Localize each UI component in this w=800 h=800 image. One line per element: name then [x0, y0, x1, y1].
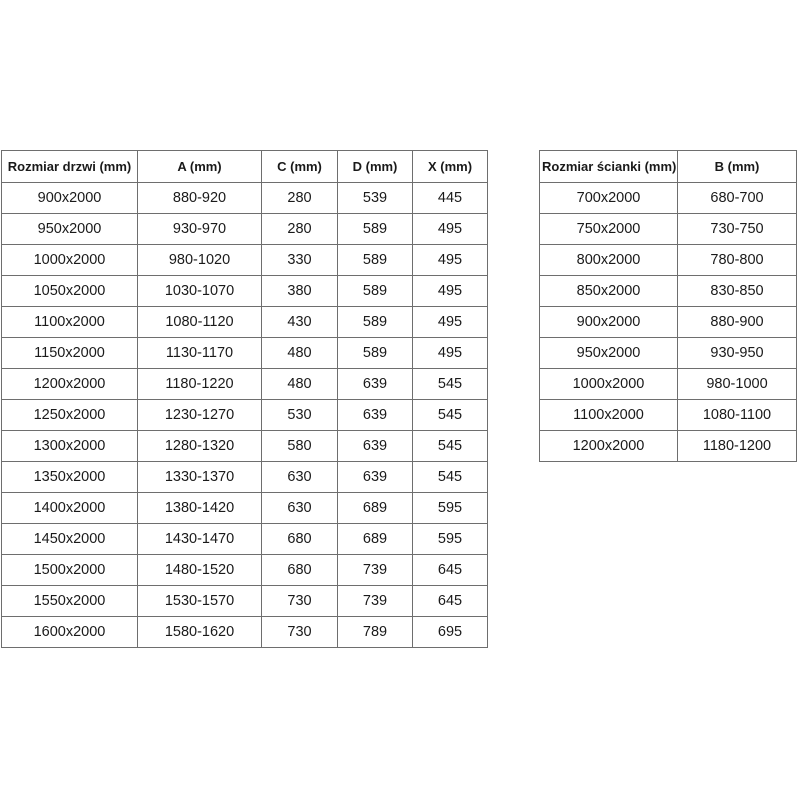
- table-cell: 700x2000: [540, 183, 678, 214]
- table-cell: 680-700: [678, 183, 797, 214]
- table-cell: 1030-1070: [138, 276, 262, 307]
- table-cell: 445: [413, 183, 488, 214]
- table-cell: 639: [338, 400, 413, 431]
- table-cell: 1100x2000: [2, 307, 138, 338]
- column-header: D (mm): [338, 151, 413, 183]
- table-cell: 545: [413, 462, 488, 493]
- wall-size-table: [539, 150, 797, 462]
- table-cell: 1400x2000: [2, 493, 138, 524]
- column-header: Rozmiar ścianki (mm): [540, 151, 678, 183]
- table-cell: 1480-1520: [138, 555, 262, 586]
- table-cell: 930-950: [678, 338, 797, 369]
- column-header: Rozmiar drzwi (mm): [2, 151, 138, 183]
- table-cell: 950x2000: [540, 338, 678, 369]
- column-header: B (mm): [678, 151, 797, 183]
- table-row: [540, 400, 797, 431]
- table-cell: 545: [413, 369, 488, 400]
- table-cell: 1200x2000: [2, 369, 138, 400]
- table-row: [540, 338, 797, 369]
- table-cell: 645: [413, 555, 488, 586]
- table-cell: 430: [262, 307, 338, 338]
- table-cell: 800x2000: [540, 245, 678, 276]
- table-cell: 900x2000: [2, 183, 138, 214]
- table-cell: 480: [262, 369, 338, 400]
- table-cell: 589: [338, 307, 413, 338]
- table-row: [540, 307, 797, 338]
- header-row: [2, 151, 488, 183]
- table-row: [540, 214, 797, 245]
- table-cell: 1000x2000: [540, 369, 678, 400]
- table-cell: 1280-1320: [138, 431, 262, 462]
- table-cell: 680: [262, 555, 338, 586]
- table-cell: 1450x2000: [2, 524, 138, 555]
- table-cell: 1380-1420: [138, 493, 262, 524]
- table-cell: 1600x2000: [2, 617, 138, 648]
- table-cell: 595: [413, 493, 488, 524]
- table-row: [540, 245, 797, 276]
- table-row: [2, 493, 488, 524]
- table-cell: 850x2000: [540, 276, 678, 307]
- table-row: [540, 183, 797, 214]
- table-cell: 1100x2000: [540, 400, 678, 431]
- table-row: [540, 276, 797, 307]
- table-cell: 580: [262, 431, 338, 462]
- table-row: [2, 586, 488, 617]
- table-cell: 545: [413, 400, 488, 431]
- header-row: [540, 151, 797, 183]
- table-cell: 330: [262, 245, 338, 276]
- table-cell: 1330-1370: [138, 462, 262, 493]
- table-cell: 880-900: [678, 307, 797, 338]
- table-cell: 530: [262, 400, 338, 431]
- table-cell: 380: [262, 276, 338, 307]
- table-cell: 595: [413, 524, 488, 555]
- table-cell: 639: [338, 369, 413, 400]
- table-cell: 730-750: [678, 214, 797, 245]
- table-cell: 1300x2000: [2, 431, 138, 462]
- table-cell: 689: [338, 524, 413, 555]
- column-header: A (mm): [138, 151, 262, 183]
- table-cell: 480: [262, 338, 338, 369]
- table-cell: 1350x2000: [2, 462, 138, 493]
- table-row: [2, 245, 488, 276]
- table-row: [540, 369, 797, 400]
- table-cell: 1550x2000: [2, 586, 138, 617]
- table-row: [2, 338, 488, 369]
- table-cell: 280: [262, 214, 338, 245]
- table-cell: 495: [413, 338, 488, 369]
- table-cell: 695: [413, 617, 488, 648]
- table-cell: 750x2000: [540, 214, 678, 245]
- door-size-table: [1, 150, 488, 648]
- table-cell: 780-800: [678, 245, 797, 276]
- table-cell: 1230-1270: [138, 400, 262, 431]
- table-row: [2, 524, 488, 555]
- table-cell: 1180-1220: [138, 369, 262, 400]
- table-cell: 1530-1570: [138, 586, 262, 617]
- table-cell: 630: [262, 462, 338, 493]
- table-cell: 639: [338, 462, 413, 493]
- table-cell: 1080-1100: [678, 400, 797, 431]
- table-row: [2, 369, 488, 400]
- table-cell: 1130-1170: [138, 338, 262, 369]
- table-row: [540, 431, 797, 462]
- table-cell: 1200x2000: [540, 431, 678, 462]
- table-cell: 589: [338, 338, 413, 369]
- table-cell: 495: [413, 307, 488, 338]
- table-cell: 680: [262, 524, 338, 555]
- table-cell: 1180-1200: [678, 431, 797, 462]
- table-cell: 980-1020: [138, 245, 262, 276]
- table-row: [2, 400, 488, 431]
- table-cell: 639: [338, 431, 413, 462]
- table-cell: 1150x2000: [2, 338, 138, 369]
- table-cell: 880-920: [138, 183, 262, 214]
- table-cell: 589: [338, 214, 413, 245]
- table-cell: 1580-1620: [138, 617, 262, 648]
- table-cell: 495: [413, 245, 488, 276]
- table-cell: 789: [338, 617, 413, 648]
- table-cell: 900x2000: [540, 307, 678, 338]
- table-row: [2, 462, 488, 493]
- table-cell: 1250x2000: [2, 400, 138, 431]
- table-cell: 645: [413, 586, 488, 617]
- table-cell: 830-850: [678, 276, 797, 307]
- table-cell: 739: [338, 586, 413, 617]
- table-row: [2, 555, 488, 586]
- table-cell: 495: [413, 214, 488, 245]
- table-cell: 495: [413, 276, 488, 307]
- table-cell: 539: [338, 183, 413, 214]
- table-cell: 980-1000: [678, 369, 797, 400]
- table-cell: 950x2000: [2, 214, 138, 245]
- table-cell: 689: [338, 493, 413, 524]
- table-row: [2, 431, 488, 462]
- column-header: C (mm): [262, 151, 338, 183]
- column-header: X (mm): [413, 151, 488, 183]
- table-cell: 930-970: [138, 214, 262, 245]
- table-cell: 730: [262, 586, 338, 617]
- table-row: [2, 183, 488, 214]
- table-cell: 1050x2000: [2, 276, 138, 307]
- table-cell: 545: [413, 431, 488, 462]
- table-cell: 730: [262, 617, 338, 648]
- table-cell: 1080-1120: [138, 307, 262, 338]
- table-cell: 739: [338, 555, 413, 586]
- table-cell: 1430-1470: [138, 524, 262, 555]
- table-cell: 1500x2000: [2, 555, 138, 586]
- table-cell: 280: [262, 183, 338, 214]
- table-cell: 1000x2000: [2, 245, 138, 276]
- table-row: [2, 276, 488, 307]
- table-cell: 589: [338, 245, 413, 276]
- table-row: [2, 617, 488, 648]
- table-row: [2, 214, 488, 245]
- table-row: [2, 307, 488, 338]
- table-cell: 630: [262, 493, 338, 524]
- table-cell: 589: [338, 276, 413, 307]
